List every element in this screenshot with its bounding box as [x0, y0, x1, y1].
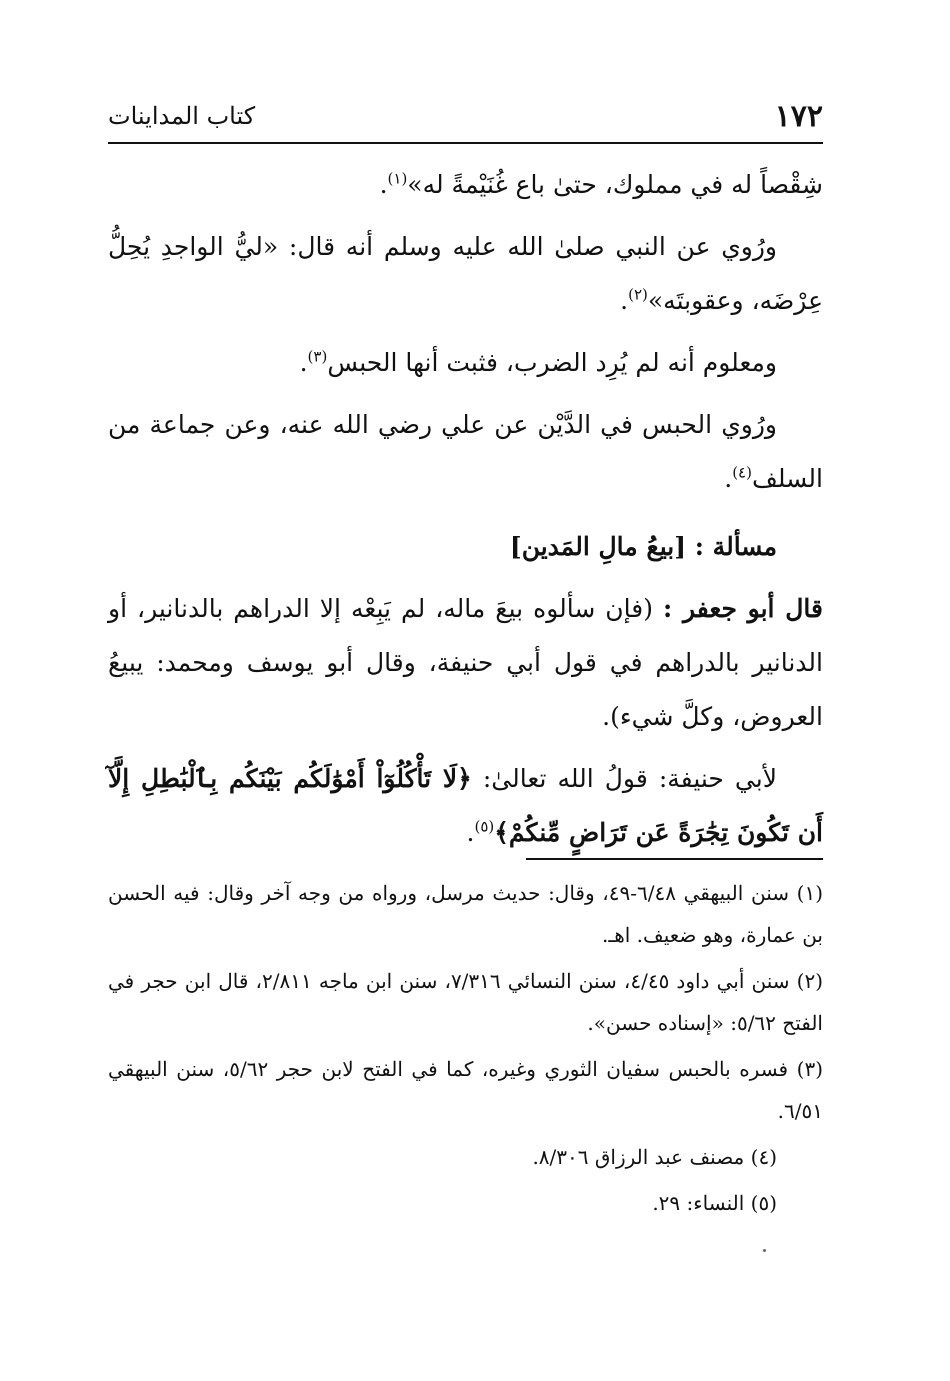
footnote-3: (٣) فسره بالحبس سفيان الثوري وغيره، كما في الفتح لابن حجر ٥/٦٢، سنن البيهقي ٦/٥١.	[108, 1057, 823, 1123]
main-text	[108, 158, 823, 868]
paragraph-2: ورُوي عن النبي صلىٰ الله عليه وسلم أنه قال: «ليُّ الواجدِ يُحِلُّ عِرْضَه، وعقوبتَه»$^{(٢)}$.	[108, 232, 823, 315]
paragraph-3: ومعلوم أنه لم يُرِد الضرب، فثبت أنها الحبس$^{(٣)}$.	[299, 347, 777, 377]
paragraph-1: شِقْصاً له في مملوك، حتىٰ باع غُنَيْمةً له»$^{(١)}$.	[379, 169, 823, 199]
footnote-rule	[526, 858, 823, 860]
footnote-ref-2: (٢)	[628, 285, 648, 304]
footnote-4: (٤) مصنف عبد الرزاق ٨/٣٠٦.	[532, 1145, 777, 1169]
footnote-ref-3: (٣)	[307, 347, 328, 366]
footnote-2: (٢) سنن أبي داود ٤/٤٥، سنن النسائي ٧/٣١٦، سنن ابن ماجه ٢/٨١١، قال ابن حجر في الفتح ٥/٦٢: «إسناده حسن».	[108, 969, 823, 1035]
page-header	[108, 92, 823, 140]
footnote-ref-1: (١)	[387, 169, 408, 188]
footnotes	[108, 872, 823, 1228]
footnote-1: (١) سنن البيهقي ٦/٤٨-٤٩، وقال: حديث مرسل، ورواه من وجه آخر وقال: فيه الحسن بن عمارة، وهو ضعيف. اهـ.	[108, 881, 823, 947]
header-rule	[108, 142, 823, 144]
paragraph-4: ورُوي الحبس في الدَّيْن عن علي رضي الله عنه، وعن جماعة من السلف$^{(٤)}$.	[108, 410, 823, 493]
paragraph-5: قال أبو جعفر : (فإن سألوه بيعَ ماله، لم يَبِعْه إلا الدراهم بالدنانير، أو الدنانير بالدراهم في قول أبي حنيفة، وقال أبو يوسف ومحمد: يبيعُ العروض، وكلَّ شيء).	[108, 594, 823, 731]
issue-title: مسألة : [بيعُ مالِ المَدين]	[509, 532, 777, 561]
footnote-5: (٥) النساء: ٢٩.	[652, 1191, 777, 1215]
footnote-ref-5: (٥)	[474, 817, 495, 836]
quran-verse: ﴿لَا تَأْكُلُوٓاْ أَمْوَٰلَكُم بَيْنَكُم بِٱلْبَٰطِلِ إِلَّآ أَن تَكُونَ تِجَٰرَةً عَن تَرَاضٍ مِّنكُمْ﴾	[108, 764, 823, 847]
speaker-label: قال أبو جعفر :	[662, 594, 823, 623]
page-number: ١٧٢	[774, 98, 823, 134]
footnote-ref-4: (٤)	[732, 463, 752, 482]
running-title: كتاب المداينات	[108, 102, 256, 130]
paragraph-6: لأبي حنيفة: قولُ الله تعالىٰ: ﴿لَا تَأْكُلُوٓاْ أَمْوَٰلَكُم بَيْنَكُم بِٱلْبَٰطِلِ إِلَّآ أَن تَكُونَ تِجَٰرَةً عَن تَرَاضٍ مِّنكُمْ﴾$^{(٥)}$.	[108, 764, 823, 847]
speck-mark	[763, 1249, 766, 1252]
